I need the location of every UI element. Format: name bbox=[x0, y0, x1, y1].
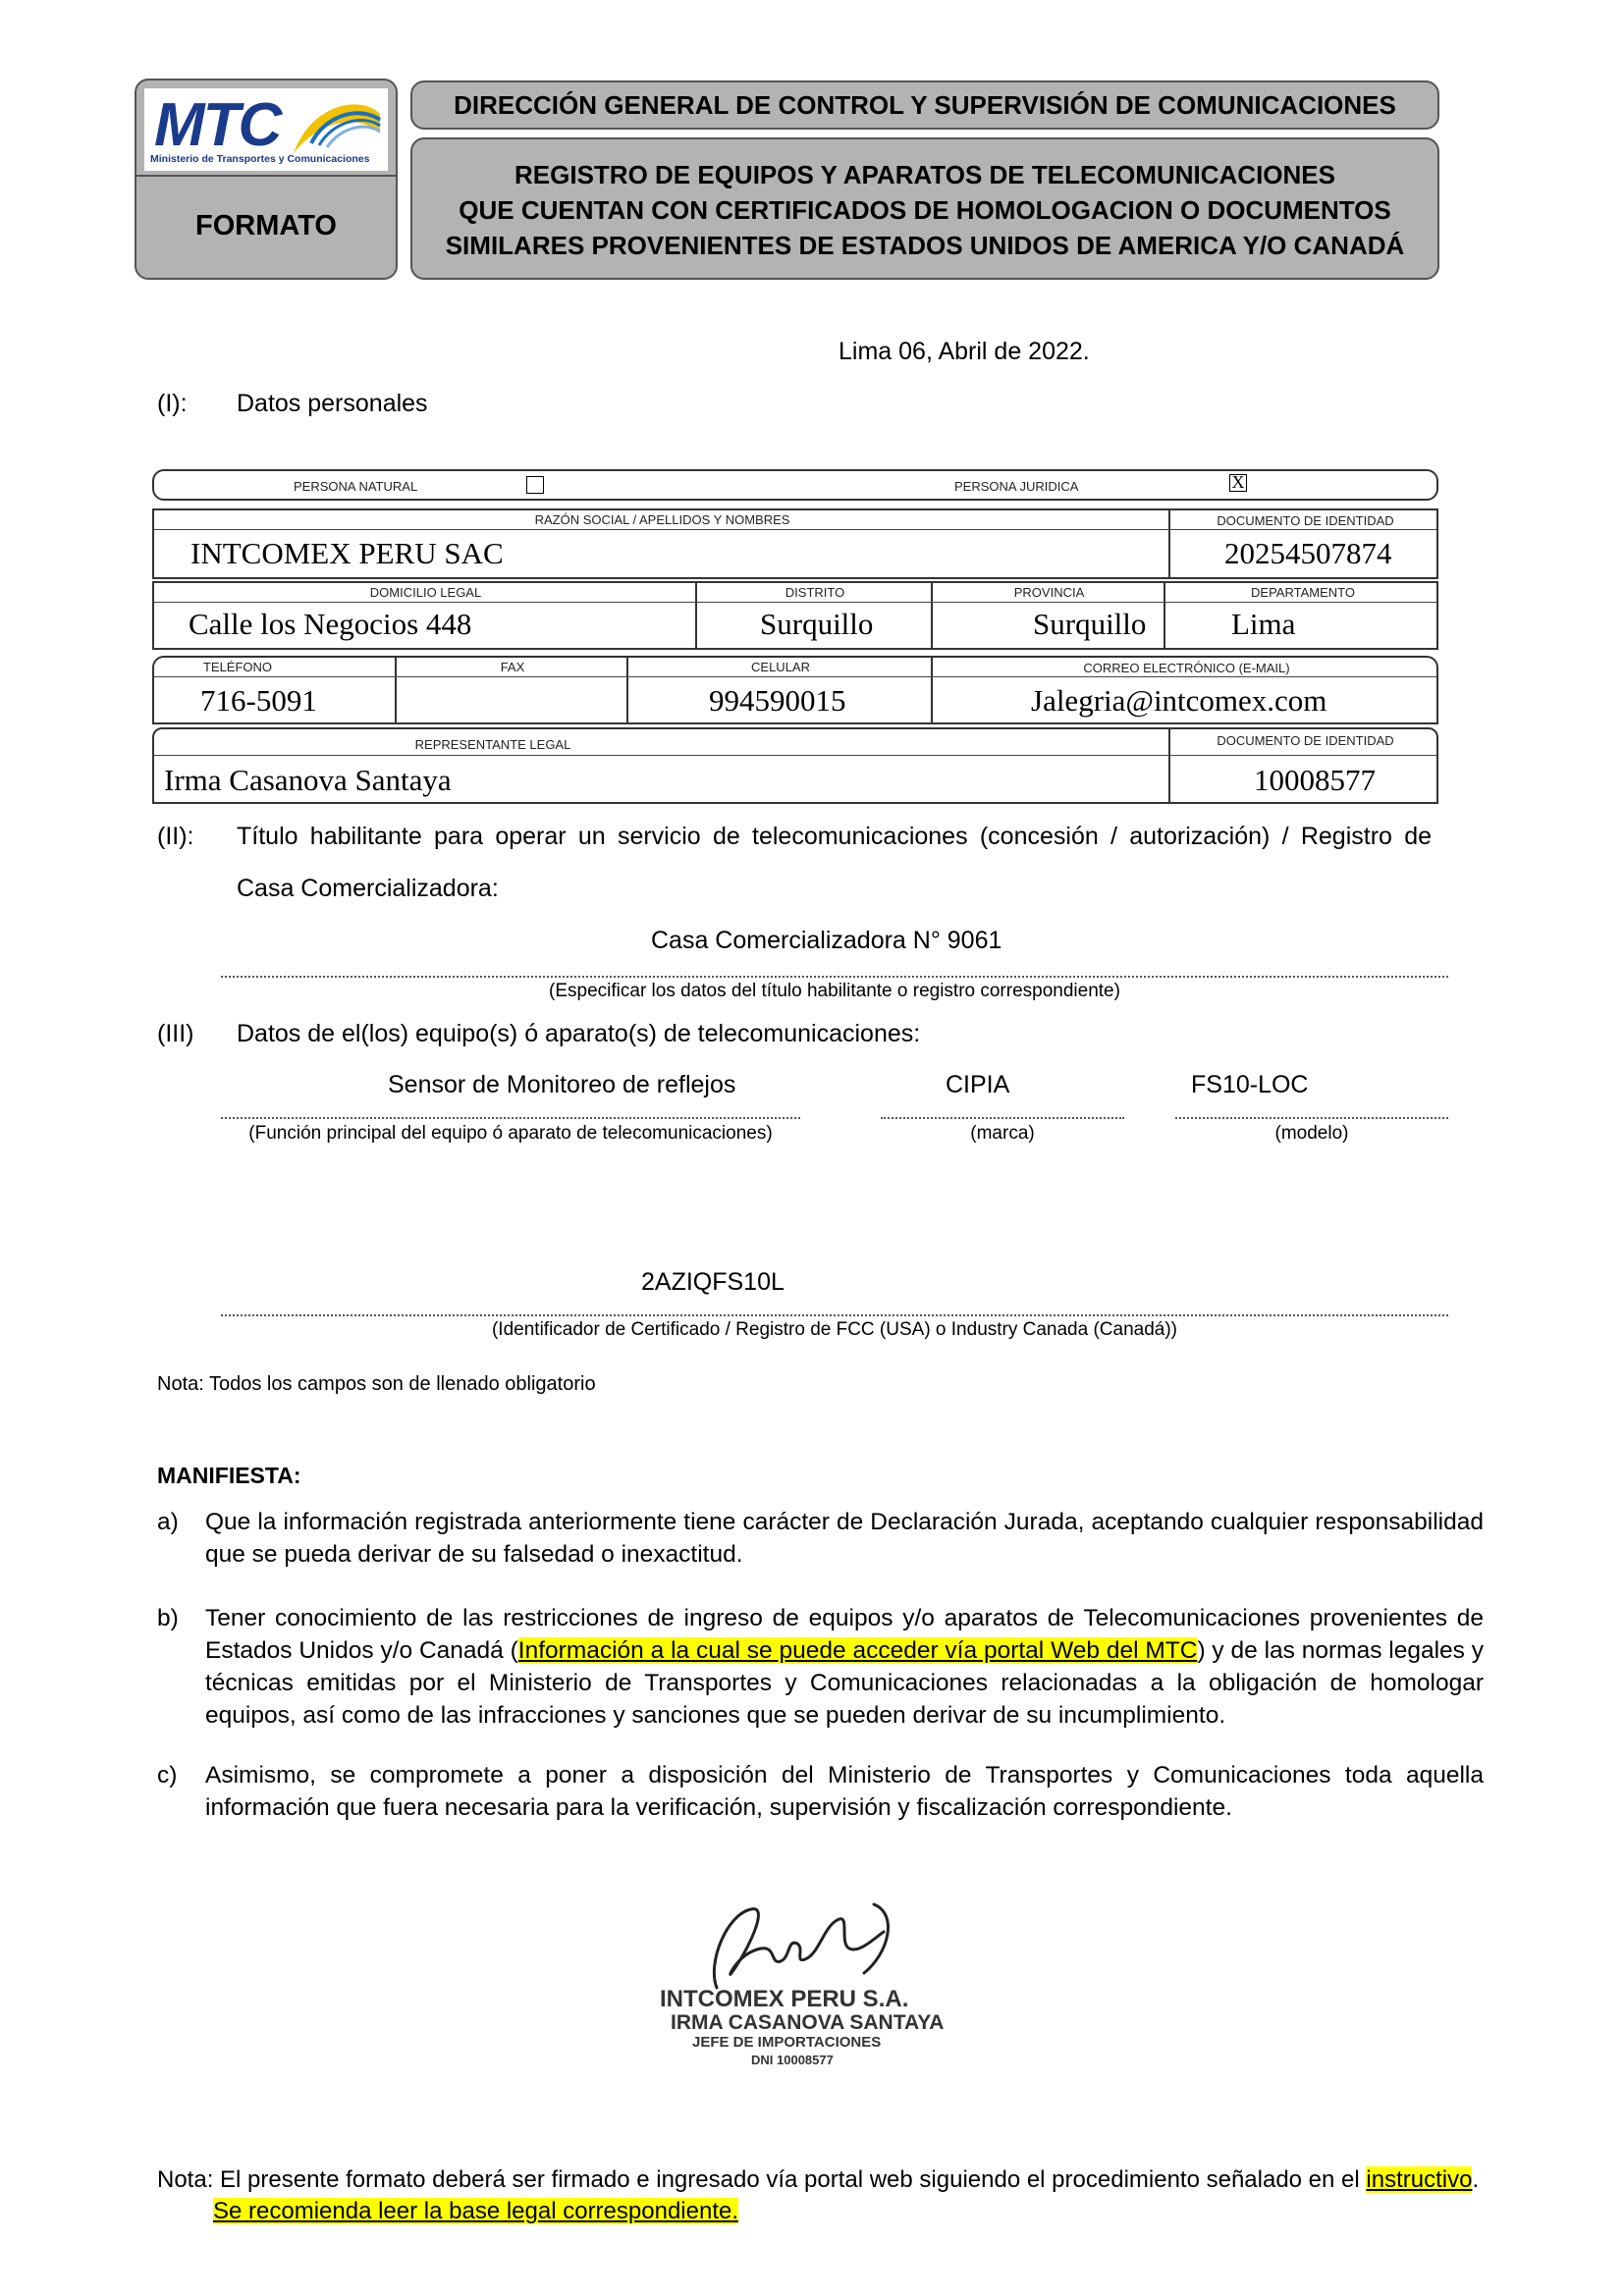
manifiesta-letter-a: a) bbox=[157, 1509, 179, 1535]
dotted-line bbox=[221, 976, 1448, 978]
persona-natural-label: PERSONA NATURAL bbox=[294, 479, 418, 494]
base-legal-link[interactable]: Se recomienda leer la base legal correspondiente. bbox=[213, 2198, 738, 2224]
distrito-label: DISTRITO bbox=[785, 585, 845, 600]
departamento-value[interactable]: Lima bbox=[1231, 607, 1296, 641]
label-divider bbox=[154, 755, 1436, 756]
documento-label: DOCUMENTO DE IDENTIDAD bbox=[1217, 513, 1394, 528]
mtc-portal-link[interactable]: Información a la cual se puede acceder vía portal Web del MTC bbox=[517, 1637, 1198, 1664]
celular-value[interactable]: 994590015 bbox=[709, 683, 846, 718]
domicilio-label: DOMICILIO LEGAL bbox=[369, 585, 482, 600]
main-title-line-1: REGISTRO DE EQUIPOS Y APARATOS DE TELECOMUNICACIONES bbox=[514, 160, 1335, 189]
representante-row bbox=[152, 727, 1438, 804]
document-date: Lima 06, Abril de 2022. bbox=[839, 338, 1090, 365]
label-divider bbox=[154, 529, 1436, 530]
mtc-logo bbox=[144, 88, 388, 171]
razon-social-row bbox=[152, 508, 1438, 579]
persona-juridica-label: PERSONA JURIDICA bbox=[954, 479, 1079, 494]
correo-value[interactable]: Jalegria@intcomex.com bbox=[1031, 683, 1327, 718]
marca-value[interactable]: CIPIA bbox=[946, 1071, 1010, 1098]
persona-natural-checkbox[interactable] bbox=[526, 476, 544, 494]
footer-note-period: . bbox=[1472, 2166, 1480, 2193]
telefono-label: TELÉFONO bbox=[202, 660, 273, 674]
manifiesta-title: MANIFIESTA: bbox=[157, 1463, 301, 1488]
logo-panel bbox=[135, 79, 398, 280]
representante-label: REPRESENTANTE LEGAL bbox=[414, 737, 571, 752]
header-main-title bbox=[410, 137, 1439, 280]
marca-caption: (marca) bbox=[970, 1123, 1035, 1144]
doc-rep-label: DOCUMENTO DE IDENTIDAD bbox=[1217, 733, 1394, 748]
manifiesta-b-text-2: ) y de las normas legales y técnicas emitidas por el Ministerio de Transportes y Comunicaciones relacionadas a la obligación de homologar equipos, así como de las infracciones y sanciones que se pueden derivar de su incumplimiento. bbox=[205, 1637, 1484, 1729]
section-1-number: (I): bbox=[157, 390, 188, 417]
celular-label: CELULAR bbox=[751, 660, 810, 674]
stamp-role: JEFE DE IMPORTACIONES bbox=[692, 2034, 882, 2051]
provincia-label: PROVINCIA bbox=[1013, 585, 1085, 600]
domicilio-row bbox=[152, 581, 1438, 650]
titulo-caption: (Especificar los datos del título habilitante o registro correspondiente) bbox=[549, 981, 1120, 1001]
departamento-label: DEPARTAMENTO bbox=[1251, 585, 1355, 600]
manifiesta-item-b bbox=[205, 1602, 1484, 1732]
distrito-value[interactable]: Surquillo bbox=[760, 607, 874, 641]
titulo-habilitante-value[interactable]: Casa Comercializadora N° 9061 bbox=[651, 927, 1002, 954]
footer-note bbox=[157, 2166, 1479, 2194]
header-top-title: DIRECCIÓN GENERAL DE CONTROL Y SUPERVISIÓN DE COMUNICACIONES bbox=[410, 80, 1439, 130]
provincia-value[interactable]: Surquillo bbox=[1033, 607, 1147, 641]
modelo-caption: (modelo) bbox=[1274, 1123, 1349, 1144]
doc-rep-value[interactable]: 10008577 bbox=[1254, 763, 1376, 797]
instructivo-link[interactable]: instructivo bbox=[1366, 2166, 1473, 2193]
dotted-line bbox=[1175, 1117, 1448, 1119]
manifiesta-b-text-1: Tener conocimiento de las restricciones de ingreso de equipos y/o aparatos de Telecomunicaciones provenientes de Estados Unidos y/o Canadá ( bbox=[205, 1605, 1484, 1664]
main-title-line-3: SIMILARES PROVENIENTES DE ESTADOS UNIDOS DE AMERICA Y/O CANADÁ bbox=[445, 231, 1405, 260]
section-2-text-line-2: Casa Comercializadora: bbox=[237, 875, 499, 902]
dotted-line bbox=[881, 1117, 1124, 1119]
manifiesta-letter-c: c) bbox=[157, 1762, 178, 1789]
funcion-value[interactable]: Sensor de Monitoreo de reflejos bbox=[388, 1071, 736, 1098]
persona-type-row bbox=[152, 469, 1438, 501]
logo-subtitle: Ministerio de Transportes y Comunicaciones bbox=[150, 153, 370, 165]
section-3-title: Datos de el(los) equipo(s) ó aparato(s) de telecomunicaciones: bbox=[237, 1020, 921, 1047]
representante-value[interactable]: Irma Casanova Santaya bbox=[164, 763, 452, 797]
logo-swoosh-icon bbox=[292, 94, 382, 155]
manifiesta-letter-b: b) bbox=[157, 1605, 179, 1631]
label-divider bbox=[154, 676, 1436, 677]
logo-text: MTC bbox=[154, 91, 281, 159]
funcion-caption: (Función principal del equipo ó aparato de telecomunicaciones) bbox=[248, 1123, 773, 1144]
modelo-value[interactable]: FS10-LOC bbox=[1191, 1071, 1309, 1098]
fax-label: FAX bbox=[500, 660, 525, 674]
nota-obligatorio: Nota: Todos los campos son de llenado obligatorio bbox=[157, 1373, 596, 1395]
correo-label: CORREO ELECTRÓNICO (E-MAIL) bbox=[1083, 661, 1290, 675]
razon-social-label: RAZÓN SOCIAL / APELLIDOS Y NOMBRES bbox=[534, 512, 790, 527]
manifiesta-item-a: Que la información registrada anteriormente tiene carácter de Declaración Jurada, aceptando cualquier responsabilidad que se pueda derivar de su falsedad o inexactitud. bbox=[205, 1509, 1484, 1568]
documento-value[interactable]: 20254507874 bbox=[1224, 536, 1392, 570]
manifiesta-item-c: Asimismo, se compromete a poner a disposición del Ministerio de Transportes y Comunicaciones toda aquella información que fuera necesaria para la verificación, supervisión y fiscalización correspondiente. bbox=[205, 1762, 1484, 1821]
persona-juridica-checkbox[interactable]: X bbox=[1229, 474, 1247, 492]
label-divider bbox=[154, 602, 1436, 603]
telefono-value[interactable]: 716-5091 bbox=[200, 683, 317, 718]
contacto-row bbox=[152, 656, 1438, 724]
stamp-company: INTCOMEX PERU S.A. bbox=[660, 1986, 909, 2012]
stamp-dni: DNI 10008577 bbox=[751, 2053, 834, 2067]
footer-note-text: Nota: El presente formato deberá ser firmado e ingresado vía portal web siguiendo el procedimiento señalado en el bbox=[157, 2166, 1367, 2193]
identificador-value[interactable]: 2AZIQFS10L bbox=[641, 1268, 785, 1296]
formato-label: FORMATO bbox=[195, 210, 337, 241]
section-3-number: (III) bbox=[157, 1020, 194, 1047]
domicilio-value[interactable]: Calle los Negocios 448 bbox=[189, 607, 472, 641]
section-2-number: (II): bbox=[157, 823, 194, 850]
dotted-line bbox=[221, 1117, 800, 1119]
logo-divider bbox=[136, 175, 396, 177]
section-1-title: Datos personales bbox=[237, 390, 428, 417]
main-title-line-2: QUE CUENTAN CON CERTIFICADOS DE HOMOLOGACION O DOCUMENTOS bbox=[459, 195, 1391, 225]
razon-social-value[interactable]: INTCOMEX PERU SAC bbox=[190, 536, 504, 570]
stamp-name: IRMA CASANOVA SANTAYA bbox=[671, 2011, 945, 2034]
base-legal-link-line bbox=[213, 2198, 738, 2225]
section-2-text-line-1: Título habilitante para operar un servicio de telecomunicaciones (concesión / autorización) / Registro de bbox=[237, 823, 1432, 850]
identificador-caption: (Identificador de Certificado / Registro de FCC (USA) o Industry Canada (Canadá)) bbox=[491, 1319, 1178, 1340]
dotted-line bbox=[221, 1314, 1448, 1316]
